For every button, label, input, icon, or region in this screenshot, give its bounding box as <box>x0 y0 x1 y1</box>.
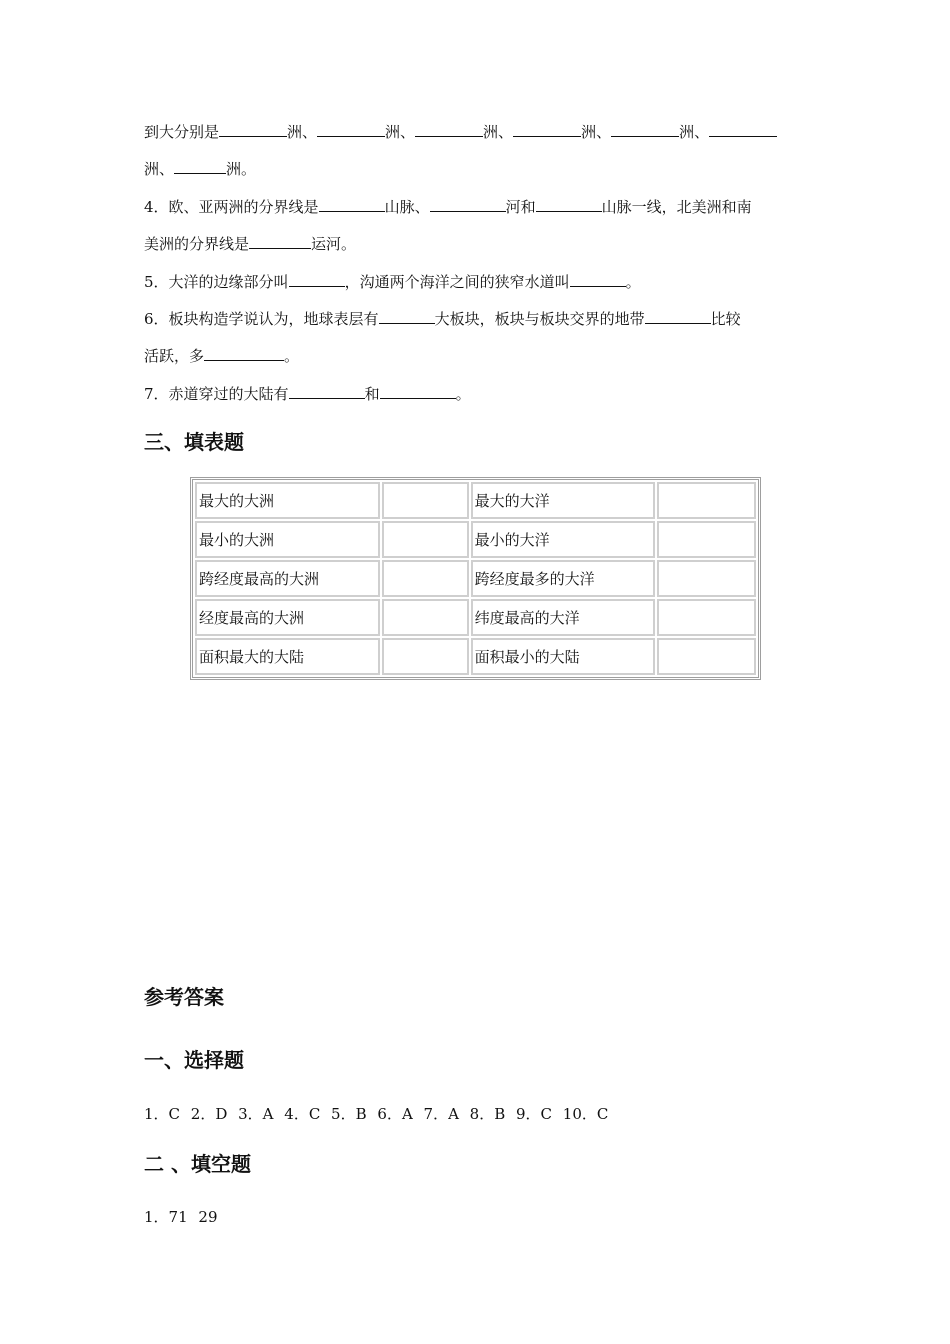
q4-text: 山脉一线，北美洲和南 <box>601 198 752 216</box>
blank-field[interactable] <box>249 233 311 249</box>
q6-text: 比较 <box>710 310 741 328</box>
table-label-cell: 跨经度最高的大洲 <box>195 560 380 597</box>
q6-line-2 <box>144 345 299 366</box>
q5-text: ，沟通两个海洋之间的狭窄水道叫 <box>344 273 570 291</box>
question-number: 6． <box>144 310 169 328</box>
table-row <box>195 521 756 558</box>
q7-text: 和 <box>364 385 380 403</box>
q4-text: 美洲的分界线是 <box>144 235 250 253</box>
blank-field[interactable] <box>645 308 711 324</box>
blank-field[interactable] <box>513 121 581 137</box>
blank-field[interactable] <box>219 121 287 137</box>
table-answer-cell[interactable] <box>382 560 468 597</box>
table-answer-cell[interactable] <box>657 638 756 675</box>
q7-text: 。 <box>455 385 471 403</box>
q3-continent-6: 洲、 <box>144 160 175 178</box>
blank-field[interactable] <box>317 121 385 137</box>
answers-title: 参考答案 <box>144 985 224 1009</box>
question-number: 7． <box>144 385 169 403</box>
blank-field[interactable] <box>380 383 456 399</box>
q3-continent-1: 洲、 <box>287 123 318 141</box>
q3-continent-4: 洲、 <box>581 123 612 141</box>
q5-text: 。 <box>625 273 641 291</box>
table-answer-cell[interactable] <box>382 599 468 636</box>
blank-field[interactable] <box>611 121 679 137</box>
table-answer-cell[interactable] <box>657 482 756 519</box>
table-label-cell: 跨经度最多的大洋 <box>471 560 655 597</box>
blank-field[interactable] <box>570 271 626 287</box>
table-answer-cell[interactable] <box>382 638 468 675</box>
table-answer-cell[interactable] <box>657 521 756 558</box>
table-label-cell: 面积最小的大陆 <box>471 638 655 675</box>
blank-field[interactable] <box>289 271 345 287</box>
q6-line-1 <box>144 308 741 329</box>
blank-field[interactable] <box>536 196 602 212</box>
blank-field[interactable] <box>430 196 506 212</box>
blank-field[interactable] <box>415 121 483 137</box>
section-title-fill-table: 三、填表题 <box>144 430 244 454</box>
q3-continent-7: 洲。 <box>226 160 257 178</box>
q6-text: 活跃，多 <box>144 347 205 365</box>
q4-line-2 <box>144 233 356 254</box>
q3-prefix: 到大分别是 <box>144 123 220 141</box>
q3-continent-2: 洲、 <box>385 123 416 141</box>
q6-text: 大板块，板块与板块交界的地带 <box>434 310 645 328</box>
q3-line-1 <box>144 121 777 142</box>
table-label-cell: 纬度最高的大洋 <box>471 599 655 636</box>
table-row <box>195 599 756 636</box>
blank-field[interactable] <box>289 383 365 399</box>
q7-line <box>144 383 471 404</box>
table-label-cell: 最大的大洲 <box>195 482 380 519</box>
table-label-cell: 经度最高的大洲 <box>195 599 380 636</box>
q4-text: 欧、亚两洲的分界线是 <box>168 198 319 216</box>
q3-line-2 <box>144 158 256 179</box>
q4-line-1 <box>144 196 752 217</box>
q3-continent-5: 洲、 <box>679 123 710 141</box>
table-answer-cell[interactable] <box>382 482 468 519</box>
table-label-cell: 最小的大洋 <box>471 521 655 558</box>
q5-text: 大洋的边缘部分叫 <box>168 273 289 291</box>
fill-blank-answers: 1．71 29 <box>144 1208 218 1226</box>
q7-text: 赤道穿过的大陆有 <box>168 385 289 403</box>
q4-text: 河和 <box>505 198 536 216</box>
table-row <box>195 638 756 675</box>
table-label-cell: 最大的大洋 <box>471 482 655 519</box>
table-answer-cell[interactable] <box>657 560 756 597</box>
blank-field[interactable] <box>204 345 284 361</box>
table-label-cell: 最小的大洲 <box>195 521 380 558</box>
table-answer-cell[interactable] <box>382 521 468 558</box>
choice-answers: 1．C 2．D 3．A 4．C 5．B 6．A 7．A 8．B 9．C 10．C <box>144 1105 609 1123</box>
blank-field[interactable] <box>174 158 226 174</box>
blank-field[interactable] <box>379 308 435 324</box>
section-title-fill-blank: 二 、填空题 <box>144 1152 251 1176</box>
blank-field[interactable] <box>319 196 385 212</box>
q6-text: 板块构造学说认为，地球表层有 <box>168 310 379 328</box>
q6-text: 。 <box>284 347 300 365</box>
table-label-cell: 面积最大的大陆 <box>195 638 380 675</box>
section-title-choice: 一、选择题 <box>144 1048 244 1072</box>
q4-text: 山脉、 <box>384 198 430 216</box>
table-row <box>195 482 756 519</box>
table-answer-cell[interactable] <box>657 599 756 636</box>
question-number: 4． <box>144 198 169 216</box>
blank-field[interactable] <box>709 121 777 137</box>
question-number: 5． <box>144 273 169 291</box>
q4-text: 运河。 <box>311 235 357 253</box>
q5-line <box>144 271 641 292</box>
table-row <box>195 560 756 597</box>
q3-continent-3: 洲、 <box>483 123 514 141</box>
fill-table <box>190 477 761 680</box>
